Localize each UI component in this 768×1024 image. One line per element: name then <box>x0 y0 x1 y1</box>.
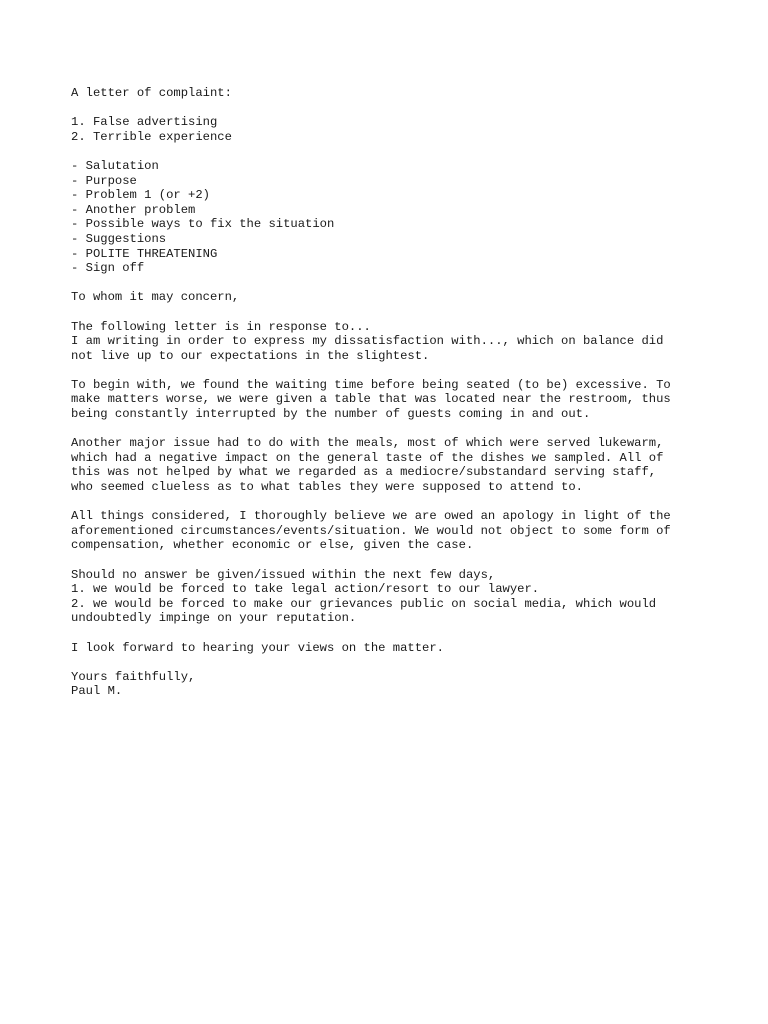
paragraph-line: 2. we would be forced to make our grievances public on social media, which would <box>71 596 657 611</box>
paragraph-line: undoubtedly impinge on your reputation. <box>71 611 357 626</box>
paragraph-line: which had a negative impact on the general taste of the dishes we sampled. All of <box>71 450 664 465</box>
outline-item: - Suggestions <box>71 231 167 246</box>
document-page <box>71 86 731 699</box>
paragraph-line: being constantly interrupted by the number of guests coming in and out. <box>71 407 591 422</box>
paragraph-line: this was not helped by what we regarded as a mediocre/substandard serving staff, <box>71 465 657 480</box>
document-heading: A letter of complaint: <box>71 86 232 100</box>
apology-paragraph <box>71 509 731 553</box>
outline-item: - POLITE THREATENING <box>71 246 218 261</box>
document-heading-block <box>71 86 731 101</box>
outline-item: - Problem 1 (or +2) <box>71 188 210 203</box>
meals-paragraph <box>71 436 731 494</box>
salutation-block <box>71 290 731 305</box>
outline-item: - Sign off <box>71 261 145 276</box>
paragraph-line: I am writing in order to express my dissatisfaction with..., which on balance did <box>71 334 664 349</box>
outline-item: - Another problem <box>71 202 196 217</box>
closing-block <box>71 641 731 656</box>
outline-item: - Salutation <box>71 158 159 173</box>
signature: Paul M. <box>71 684 123 699</box>
paragraph-line: who seemed clueless as to what tables they were supposed to attend to. <box>71 480 583 495</box>
paragraph-line: The following letter is in response to... <box>71 319 371 334</box>
intro-paragraph <box>71 320 731 364</box>
salutation: To whom it may concern, <box>71 290 240 305</box>
outline-list <box>71 159 731 276</box>
paragraph-line: compensation, whether economic or else, given the case. <box>71 538 474 553</box>
paragraph-line: not live up to our expectations in the slightest. <box>71 348 430 363</box>
signature-block <box>71 670 731 699</box>
paragraph-line: aforementioned circumstances/events/situation. We would not object to some form of <box>71 523 671 538</box>
paragraph-line: 1. we would be forced to take legal action/resort to our lawyer. <box>71 582 540 597</box>
sign-off: Yours faithfully, <box>71 669 196 684</box>
waiting-time-paragraph <box>71 378 731 422</box>
issues-list <box>71 115 731 144</box>
threat-paragraph <box>71 568 731 626</box>
paragraph-line: To begin with, we found the waiting time before being seated (to be) excessive. To <box>71 377 671 392</box>
issue-item: 2. Terrible experience <box>71 129 232 144</box>
outline-item: - Purpose <box>71 173 137 188</box>
closing-line: I look forward to hearing your views on the matter. <box>71 640 444 655</box>
paragraph-line: Should no answer be given/issued within the next few days, <box>71 567 496 582</box>
outline-item: - Possible ways to fix the situation <box>71 217 335 232</box>
issue-item: 1. False advertising <box>71 115 218 130</box>
paragraph-line: Another major issue had to do with the meals, most of which were served lukewarm, <box>71 436 664 451</box>
paragraph-line: All things considered, I thoroughly believe we are owed an apology in light of the <box>71 509 671 524</box>
paragraph-line: make matters worse, we were given a table that was located near the restroom, thus <box>71 392 671 407</box>
